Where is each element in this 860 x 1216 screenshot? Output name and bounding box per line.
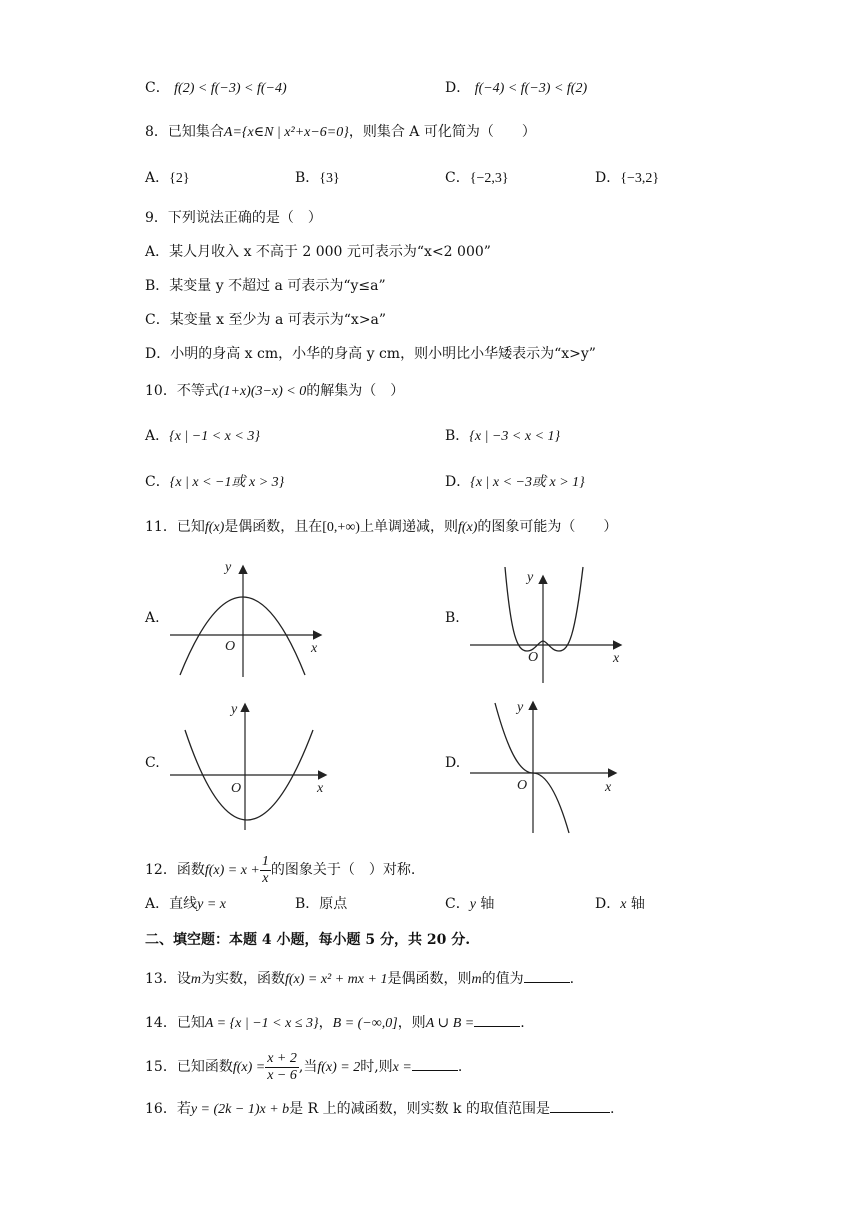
function-expression: f(x) [204, 520, 225, 535]
x-axis-label: x [613, 651, 620, 666]
question-text: 16．若 [145, 1101, 191, 1117]
q12-stem [145, 852, 415, 889]
option-value: {−3,2} [620, 171, 660, 186]
y-axis-label: y [231, 702, 238, 717]
q10-stem [145, 381, 404, 402]
function-expression: y = (2k − 1)x + b [190, 1102, 290, 1117]
q10-option-b [445, 426, 560, 447]
option-value: {x | −1 < x < 3} [169, 429, 260, 444]
condition-expression: f(x) = 2 [317, 1060, 361, 1075]
x-axis-label: x [311, 641, 318, 656]
variable: m [471, 972, 482, 987]
function-expression: f(x) = [232, 1060, 266, 1075]
origin-label: O [231, 781, 242, 796]
question-text: 12．函数 [145, 862, 205, 878]
q9-stem: 9．下列说法正确的是（ ） [145, 210, 322, 226]
answer-blank[interactable] [412, 1056, 458, 1071]
y-axis-label: y [225, 560, 232, 575]
option-text: 某变量 y 不超过 a 可表示为“y≤a” [169, 278, 386, 294]
graph-c-label: C. [145, 755, 160, 771]
answer-blank[interactable] [524, 968, 570, 983]
option-label: D． [445, 474, 471, 490]
option-text: 某变量 x 至少为 a 可表示为“x>a” [169, 312, 387, 328]
option-label: C． [145, 80, 170, 96]
option-label: C． [445, 170, 470, 186]
option-label: B． [295, 170, 320, 186]
option-label: A． [145, 896, 170, 912]
function-expression: f(x) [457, 520, 478, 535]
q8-stem [145, 122, 536, 143]
option-value: {x | −3 < x < 1} [469, 429, 561, 444]
option-value: {3} [319, 171, 340, 186]
fraction-numerator: 1 [261, 853, 269, 869]
function-expression: f(x) = x + [204, 863, 260, 878]
q9-option-a [145, 242, 491, 262]
section-title: 二、填空题：本题 4 小题，每小题 5 分，共 20 分. [145, 932, 471, 948]
q16 [145, 1098, 614, 1120]
q7-option-c [145, 78, 287, 99]
option-label: C． [445, 896, 470, 912]
q9-option-c [145, 310, 386, 330]
q9-option-d [145, 344, 596, 364]
set-expression: A = {x | −1 < x ≤ 3} [204, 1016, 319, 1031]
q8-option-d [595, 168, 659, 189]
q12-option-a [145, 894, 226, 915]
q8-option-b [295, 168, 340, 189]
option-text: 轴 [630, 896, 645, 912]
graph-a [165, 555, 335, 685]
option-math: y [469, 897, 476, 912]
option-label: D． [595, 896, 621, 912]
option-text: 直线 [169, 896, 198, 912]
option-value: {x | x < −3或 x > 1} [470, 475, 585, 490]
question-text: 13．设 [145, 971, 191, 987]
question-text: 是偶函数，且在 [224, 519, 323, 535]
q10-option-c [145, 472, 284, 493]
option-label: D． [595, 170, 621, 186]
option-math: x [620, 897, 627, 912]
option-value: {2} [169, 171, 190, 186]
curve [495, 703, 569, 833]
question-text: 时,则 [360, 1059, 393, 1075]
question-text: 的图象关于（ ）对称. [270, 862, 416, 878]
option-label: A． [145, 244, 170, 260]
option-label: B． [295, 896, 320, 912]
function-expression: f(x) = x² + mx + 1 [284, 972, 388, 987]
question-text: 上单调递减，则 [359, 519, 458, 535]
union-expression: A ∪ B = [425, 1016, 475, 1031]
answer-blank[interactable] [474, 1012, 520, 1027]
option-expression: f(2) < f(−3) < f(−4) [174, 81, 287, 96]
question-text: 是偶函数，则 [387, 971, 472, 987]
question-text: 15．已知函数 [145, 1059, 233, 1075]
answer-blank[interactable] [550, 1098, 610, 1113]
q12-option-c [445, 894, 494, 915]
q15 [145, 1048, 462, 1087]
question-text: 8．已知集合 [145, 124, 224, 140]
set-expression: B = (−∞,0] [332, 1016, 398, 1031]
q9-option-b [145, 276, 386, 296]
x-axis-label: x [317, 781, 324, 796]
variable-expression: x = [392, 1060, 412, 1075]
question-text: . [520, 1015, 525, 1031]
graph-c [165, 700, 335, 835]
option-label: A． [145, 170, 170, 186]
question-text: 是 R 上的减函数，则实数 k 的取值范围是 [289, 1101, 550, 1117]
y-axis-label: y [517, 700, 524, 715]
q12-option-d [595, 894, 645, 915]
question-text: ,当 [298, 1059, 318, 1075]
variable: m [190, 972, 201, 987]
question-text: 的图象可能为（ ） [477, 519, 618, 535]
question-text: ， [318, 1015, 333, 1031]
option-label: C． [145, 474, 170, 490]
question-text: . [569, 971, 575, 987]
curve [505, 567, 583, 651]
fraction-numerator: x + 2 [267, 1050, 297, 1066]
option-label: B． [445, 428, 470, 444]
option-label: D． [445, 80, 471, 96]
question-text: 10．不等式 [145, 383, 219, 399]
option-expression: f(−4) < f(−3) < f(2) [474, 81, 588, 96]
option-label: D． [145, 346, 171, 362]
q13 [145, 968, 574, 990]
question-text: . [457, 1059, 463, 1075]
q8-option-a [145, 168, 190, 189]
q14 [145, 1012, 525, 1034]
q7-option-d [445, 78, 587, 99]
fraction [265, 1051, 299, 1084]
origin-label: O [225, 639, 236, 654]
question-text: 14．已知 [145, 1015, 205, 1031]
graph-d-label: D. [445, 755, 461, 771]
option-math: y = x [197, 897, 226, 912]
option-value: {−2,3} [469, 171, 509, 186]
option-value: {x | x < −1或 x > 3} [169, 475, 285, 490]
origin-label: O [528, 650, 539, 665]
q12-option-b [295, 894, 347, 914]
inequality-expression: (1+x)(3−x) < 0 [218, 384, 307, 399]
origin-label: O [517, 778, 528, 793]
question-text: ，则 [397, 1015, 426, 1031]
graph-d [465, 695, 635, 835]
fraction-denominator: x − 6 [267, 1067, 297, 1083]
q10-option-d [445, 472, 585, 493]
question-text: 11．已知 [145, 519, 205, 535]
q10-option-a [145, 426, 260, 447]
option-label: B． [145, 278, 170, 294]
option-label: C． [145, 312, 170, 328]
x-axis-label: x [605, 780, 612, 795]
set-expression: A={x∈N | x²+x−6=0} [223, 125, 349, 140]
graph-b [465, 565, 635, 690]
fraction-denominator: x [262, 870, 269, 886]
question-text: 为实数，函数 [200, 971, 285, 987]
option-text: 轴 [480, 896, 495, 912]
option-text: 原点 [319, 896, 348, 912]
fraction [260, 854, 271, 887]
question-text: 的值为 [481, 971, 524, 987]
option-label: A． [145, 428, 170, 444]
option-text: 某人月收入 x 不高于 2 000 元可表示为“x<2 000” [169, 244, 491, 260]
option-text: 小明的身高 x cm，小华的身高 y cm，则小明比小华矮表示为“x>y” [170, 346, 596, 362]
question-text: ，则集合 A 可化简为（ ） [348, 124, 536, 140]
y-axis-label: y [527, 570, 534, 585]
q8-option-c [445, 168, 509, 189]
question-text: . [609, 1101, 615, 1117]
graph-b-label: B. [445, 610, 460, 626]
q11-stem [145, 517, 617, 538]
graph-a-label: A. [145, 610, 160, 626]
interval-expression: [0,+∞) [322, 520, 360, 535]
question-text: 的解集为（ ） [306, 383, 405, 399]
